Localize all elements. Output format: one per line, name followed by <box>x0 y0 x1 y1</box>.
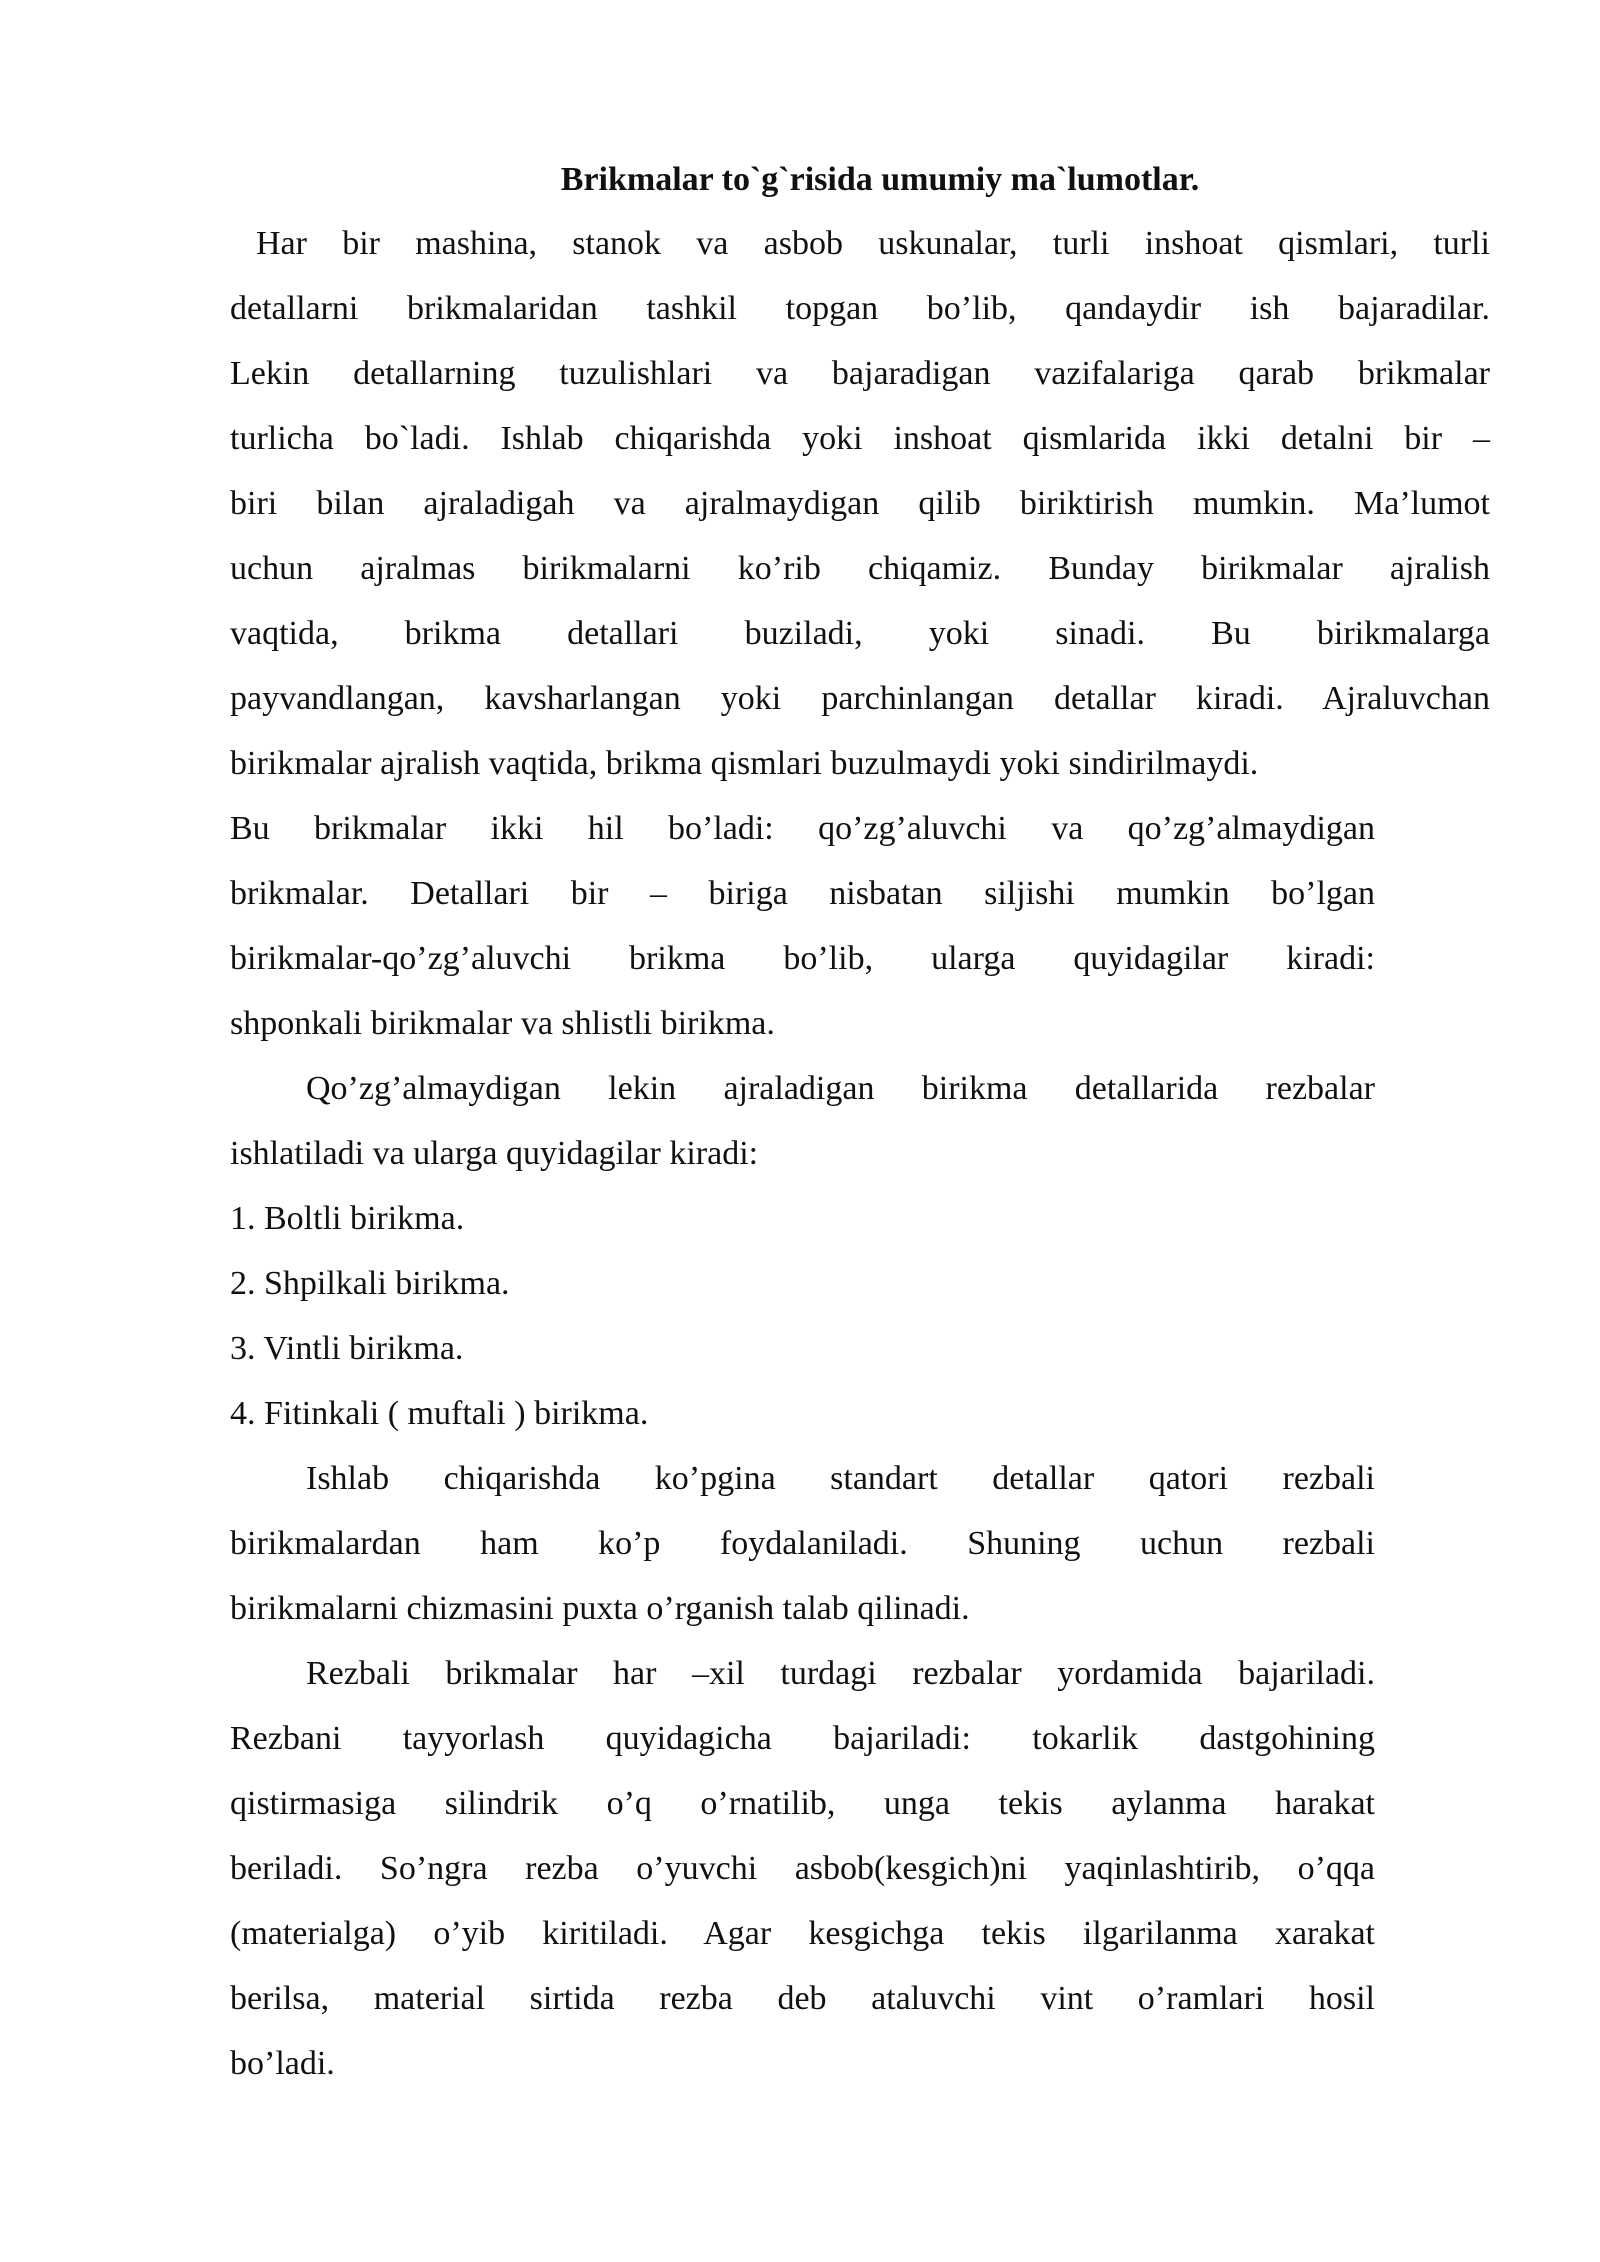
text-line: turlicha bo`ladi. Ishlab chiqarishda yoki inshoat qismlarida ikki detalni bir – <box>230 420 1490 457</box>
text-line: qistirmasiga silindrik o’q o’rnatilib, unga tekis aylanma harakat <box>230 1785 1375 1822</box>
text-line: (materialga) o’yib kiritiladi. Agar kesgichga tekis ilgarilanma xarakat <box>230 1915 1375 1952</box>
text-line: brikmalar. Detallari bir – biriga nisbatan siljishi mumkin bo’lgan <box>230 875 1375 912</box>
text-line: beriladi. So’ngra rezba o’yuvchi asbob(kesgich)ni yaqinlashtirib, o’qqa <box>230 1850 1375 1887</box>
text-line: Ishlab chiqarishda ko’pgina standart detallar qatori rezbali <box>306 1460 1375 1497</box>
text-line: Lekin detallarning tuzulishlari va bajaradigan vazifalariga qarab brikmalar <box>230 355 1490 392</box>
text-line: vaqtida, brikma detallari buziladi, yoki sinadi. Bu birikmalarga <box>230 615 1490 652</box>
text-line: uchun ajralmas birikmalarni ko’rib chiqamiz. Bunday birikmalar ajralish <box>230 550 1490 587</box>
list-item: 3. Vintli birikma. <box>230 1330 464 1367</box>
text-line: Qo’zg’almaydigan lekin ajraladigan birikma detallarida rezbalar <box>306 1070 1375 1107</box>
text-line: payvandlangan, kavsharlangan yoki parchinlangan detallar kiradi. Ajraluvchan <box>230 680 1490 717</box>
text-line: Har bir mashina, stanok va asbob uskunalar, turli inshoat qismlari, turli <box>256 225 1490 262</box>
text-line: bo’ladi. <box>230 2045 335 2082</box>
text-line: Rezbali brikmalar har –xil turdagi rezbalar yordamida bajariladi. <box>306 1655 1375 1692</box>
text-line: birikmalardan ham ko’p foydalaniladi. Shuning uchun rezbali <box>230 1525 1375 1562</box>
list-item: 4. Fitinkali ( muftali ) birikma. <box>230 1395 649 1432</box>
text-line: Bu brikmalar ikki hil bo’ladi: qo’zg’aluvchi va qo’zg’almaydigan <box>230 810 1375 847</box>
text-line: detallarni brikmalaridan tashkil topgan bo’lib, qandaydir ish bajaradilar. <box>230 290 1490 327</box>
text-line: birikmalar-qo’zg’aluvchi brikma bo’lib, ularga quyidagilar kiradi: <box>230 940 1375 977</box>
text-line: ishlatiladi va ularga quyidagilar kiradi: <box>230 1135 759 1172</box>
text-line: biri bilan ajraladigah va ajralmaydigan qilib biriktirish mumkin. Ma’lumot <box>230 485 1490 522</box>
text-line: shponkali birikmalar va shlistli birikma. <box>230 1005 775 1042</box>
text-line: birikmalarni chizmasini puxta o’rganish talab qilinadi. <box>230 1590 970 1627</box>
list-item: 2. Shpilkali birikma. <box>230 1265 510 1302</box>
list-item: 1. Boltli birikma. <box>230 1200 465 1237</box>
page-title: Brikmalar to`g`risida umumiy ma`lumotlar. <box>560 161 1200 198</box>
text-line: Rezbani tayyorlash quyidagicha bajariladi: tokarlik dastgohining <box>230 1720 1375 1757</box>
text-line: birikmalar ajralish vaqtida, brikma qismlari buzulmaydi yoki sindirilmaydi. <box>230 745 1259 782</box>
text-line: berilsa, material sirtida rezba deb ataluvchi vint o’ramlari hosil <box>230 1980 1375 2017</box>
